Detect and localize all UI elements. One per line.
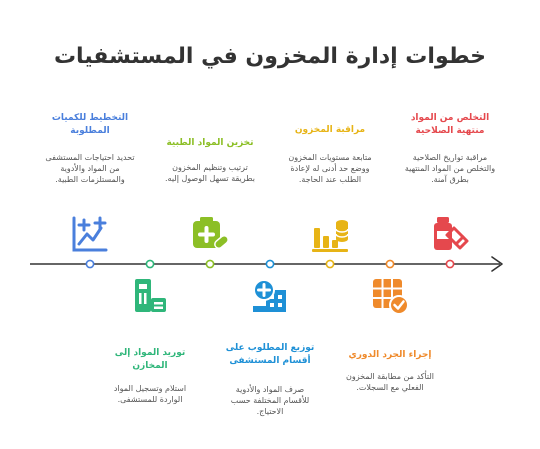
step-2-heading: توريد المواد إلى المخازن (114, 348, 186, 371)
step-7-description: مراقبة تواريخ الصلاحية والتخلص من المواد المنتهية بطرق آمنة. (404, 153, 496, 184)
step-5-heading: مراقبة المخزون (294, 125, 366, 135)
step-7-heading: التخلص من المواد منتهية الصلاحية (410, 113, 490, 136)
expired-medicine-icon (430, 214, 470, 254)
stock-level-chart-icon (310, 214, 350, 254)
timeline-node-7 (446, 260, 453, 267)
timeline-node-2 (146, 260, 153, 267)
step-6-heading: إجراء الجرد الدوري (348, 350, 432, 360)
medical-box-icon (190, 214, 230, 254)
step-4-heading: توزيع المطلوب على أقسام المستشفى (225, 343, 315, 366)
step-5-description: متابعة مستويات المخزون ووضع حد أدنى له لإعادة الطلب عند الحاجة. (288, 153, 372, 184)
hospital-building-icon (250, 276, 290, 316)
timeline-node-4 (266, 260, 273, 267)
timeline-node-3 (206, 260, 213, 267)
step-1-description: تحديد احتياجات المستشفى من المواد والأدوية والمستلزمات الطبية. (45, 153, 135, 184)
checklist-grid-icon (370, 276, 410, 316)
chart-plus-icon (70, 214, 110, 254)
step-4-description: صرف المواد والأدوية للأقسام المختلفة حسب الاحتياج. (230, 385, 310, 416)
diagram-title: خطوات إدارة المخزون في المستشفيات (53, 44, 487, 69)
timeline-node-1 (86, 260, 93, 267)
delivery-vehicle-icon (130, 276, 170, 316)
step-3-heading: تخزين المواد الطبية (166, 138, 254, 148)
step-1-heading: التخطيط للكميات المطلوبة (51, 113, 129, 136)
step-6-description: التأكد من مطابقة المخزون الفعلي مع السجلات. (346, 372, 434, 392)
timeline-node-6 (386, 260, 393, 267)
timeline-node-5 (326, 260, 333, 267)
step-2-description: استلام وتسجيل المواد الواردة للمستشفى. (113, 384, 187, 404)
step-3-description: ترتيب وتنظيم المخزون بطريقة تسهل الوصول إليه. (165, 163, 255, 183)
